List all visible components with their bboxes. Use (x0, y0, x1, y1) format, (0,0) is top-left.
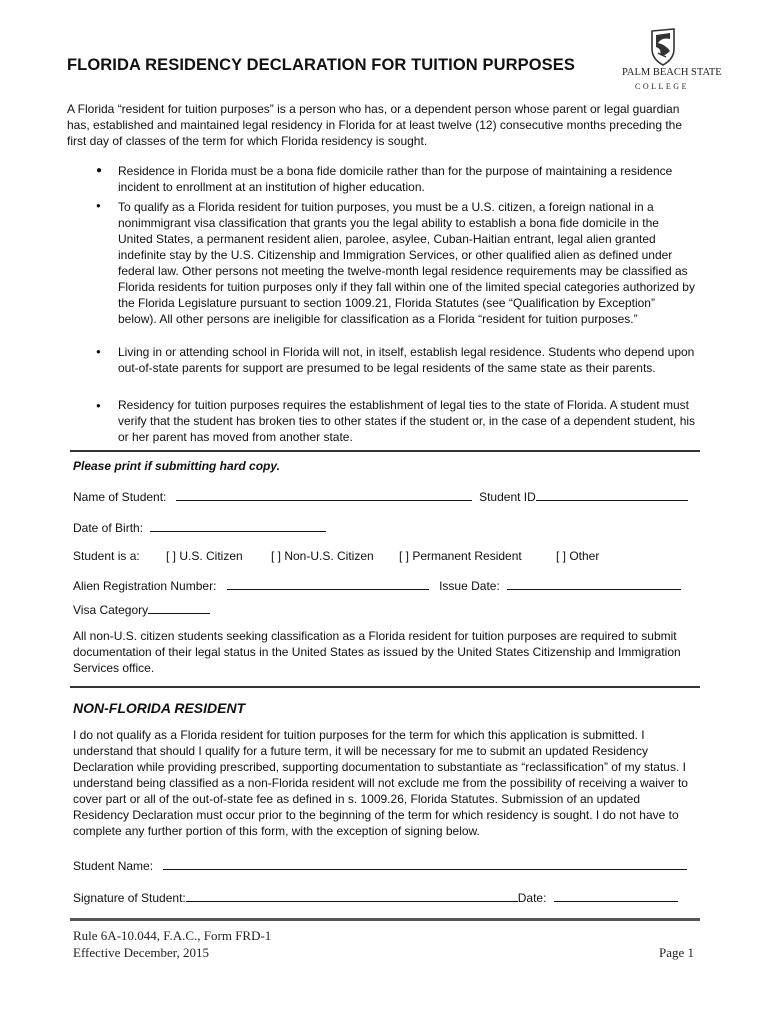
bullet-icon: ● (96, 165, 103, 176)
bullet-item: To qualify as a Florida resident for tuition purposes, you must be a U.S. citizen, a foreign national in a nonimmigrant visa classification that grants you the legal ability to establish a bona fide domicile in the United States, a permanent resident alien, parolee, asylee, Cuban-Haitian entrant, legal alien granted indefinite stay by the U.S. Citizenship and Immigration Services, or other qualified alien as defined under federal law. Other persons not meeting the twelve-month legal residence requirements may be classified as Florida residents for tuition purposes only if they fall within one of the limited special categories authorized by the Florida Legislature pursuant to section 1009.21, Florida Statutes (see “Qualification by Exception” below). All other persons are ineligible for classification as a Florida “resident for tuition purposes.” (118, 200, 695, 326)
signature-date-field[interactable] (554, 890, 678, 902)
signature-label: Signature of Student: (73, 891, 186, 905)
issue-date-field[interactable] (507, 578, 681, 590)
section-divider (70, 686, 700, 688)
bullet-icon: ● (96, 201, 101, 210)
student-id-label: Student ID (479, 490, 536, 504)
student-name-row (73, 489, 688, 504)
option-non-us-citizen[interactable]: [ ] Non-U.S. Citizen (271, 549, 374, 563)
dob-row (73, 520, 326, 535)
visa-row (73, 602, 210, 617)
logo-name: PALM BEACH STATE (622, 67, 722, 78)
date-label: Date: (517, 891, 547, 905)
intro-paragraph: A Florida “resident for tuition purposes” is a person who has, or a dependent person whose parent or legal guardian has, established and maintained legal residency in Florida for at least twelve (12) consecutive months preceding the first day of classes of the term for which Florida residency is sought. (67, 102, 683, 148)
print-note: Please print if submitting hard copy. (73, 459, 280, 473)
student-type-label: Student is a: (73, 549, 140, 563)
visa-category-field[interactable] (148, 602, 210, 614)
signature-field[interactable] (186, 890, 518, 902)
issue-date-label: Issue Date: (439, 579, 500, 593)
page-title: FLORIDA RESIDENCY DECLARATION FOR TUITION PURPOSES (67, 56, 575, 74)
student-name-sign-row (73, 858, 687, 873)
signature-row (73, 890, 678, 905)
bullet-icon: ● (96, 401, 101, 410)
bullet-icon: ● (96, 347, 101, 356)
name-label: Name of Student: (73, 490, 167, 504)
college-logo (622, 27, 722, 97)
non-citizen-note: All non-U.S. citizen students seeking classification as a Florida resident for tuition purposes are required to submit documentation of their legal status in the United States as issued by the United States Citizenship and Immigration Services office. (73, 629, 681, 675)
section-divider (70, 450, 700, 452)
page-number: Page 1 (659, 945, 695, 960)
student-name-sign-field[interactable] (163, 858, 687, 870)
dob-label: Date of Birth: (73, 521, 144, 535)
bullet-item: Living in or attending school in Florida will not, in itself, establish legal residence. Students who depend upon out-of-state parents for support are presumed to be legal residents of the same state as their parents. (118, 345, 695, 375)
option-other[interactable]: [ ] Other (556, 549, 600, 563)
option-permanent-resident[interactable]: [ ] Permanent Resident (399, 549, 522, 563)
shield-emblem-icon (622, 27, 702, 67)
bullet-item: Residence in Florida must be a bona fide domicile rather than for the purpose of maintaining a residence incident to enrollment at an institution of higher education. (118, 164, 673, 194)
alien-registration-field[interactable] (227, 578, 429, 590)
logo-college: COLLEGE (635, 82, 689, 91)
non-resident-text: I do not qualify as a Florida resident for tuition purposes for the term for which this application is submitted. I understand that should I qualify for a future term, it will be necessary for me to submit an updated Residency Declaration while providing prescribed, supporting documentation to substantiate as “reclassification” of my status. I understand being classified as a non-Florida resident will not exclude me from the possibility of receiving a waiver to cover part or all of the out-of-state fee as defined in s. 1009.26, Florida Statutes. Submission of an updated Residency Declaration must occur prior to the beginning of the term for which residency is sought. I do not have to complete any further portion of this form, with the exception of signing below. (73, 728, 688, 838)
alien-registration-row (73, 578, 681, 593)
student-id-field[interactable] (536, 489, 688, 501)
student-name-label: Student Name: (73, 859, 154, 873)
visa-category-label: Visa Category (73, 603, 149, 617)
student-name-field[interactable] (176, 489, 472, 501)
alien-registration-label: Alien Registration Number: (73, 579, 217, 593)
footer-divider (70, 918, 700, 921)
option-us-citizen[interactable]: [ ] U.S. Citizen (166, 549, 243, 563)
non-resident-heading: NON-FLORIDA RESIDENT (73, 700, 246, 716)
bullet-item: Residency for tuition purposes requires the establishment of legal ties to the state of Florida. A student must verify that the student has broken ties to other states if the student or, in the case of a dependent student, his or her parent has moved from another state. (118, 398, 696, 444)
footer-effective: Effective December, 2015 (73, 945, 210, 960)
footer-rule: Rule 6A-10.044, F.A.C., Form FRD-1 (73, 928, 272, 943)
dob-field[interactable] (150, 520, 326, 532)
